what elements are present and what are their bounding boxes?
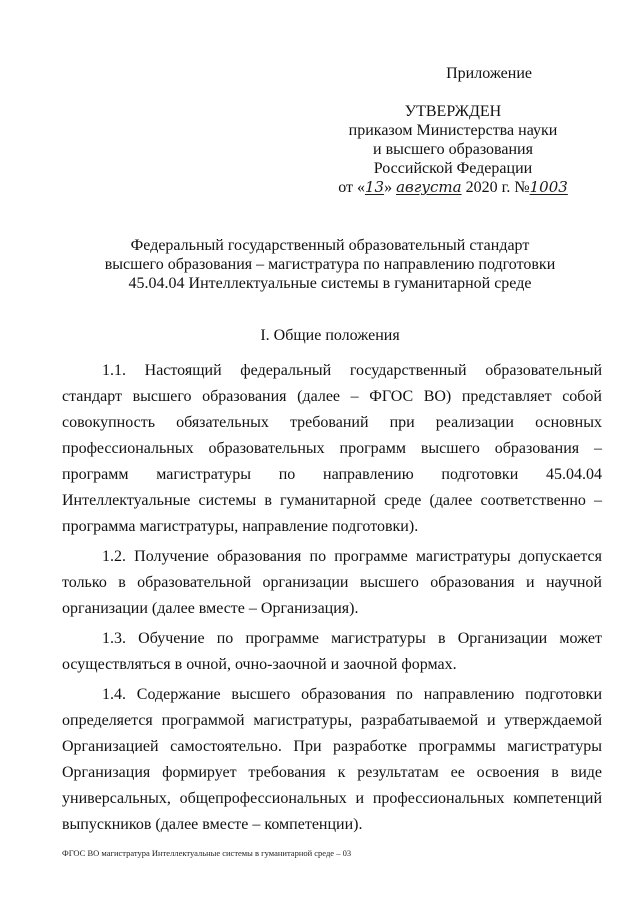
section-heading: I. Общие положения <box>260 327 400 344</box>
date-prefix: от « <box>338 179 365 196</box>
approval-line-1: приказом Министерства науки <box>348 122 558 139</box>
title-line-2: высшего образования – магистратура по направлению подготовки <box>104 256 556 273</box>
approval-line-3: Российской Федерации <box>373 160 533 177</box>
document-title <box>60 236 600 293</box>
handwritten-order-number: 1003 <box>529 178 568 196</box>
page-footer: ФГОС ВО магистратура Интеллектуальные системы в гуманитарной среде – 03 <box>62 848 352 858</box>
title-line-1: Федеральный государственный образовательный стандарт <box>130 237 530 254</box>
handwritten-month: августа <box>396 178 462 196</box>
appendix-label: Приложение <box>446 65 532 82</box>
paragraph-1-1: 1.1. Настоящий федеральный государственный образовательный стандарт высшего образования (далее – ФГОС ВО) представляет собой совокупность обязательных требований при реализации основных профессиональных образовательных программ высшего образования – программ магистратуры по направлению подготовки 45.04.04 Интеллектуальные системы в гуманитарной среде (далее соответственно – программа магистратуры, направление подготовки). <box>62 362 602 535</box>
paragraph-1-3: 1.3. Обучение по программе магистратуры в Организации может осуществляться в очной, очно-заочной и заочной формах. <box>62 630 602 673</box>
approved-heading: УТВЕРЖДЕН <box>404 103 502 120</box>
approval-line-2: и высшего образования <box>373 141 533 158</box>
paragraph-1-2: 1.2. Получение образования по программе магистратуры допускается только в образовательной организации высшего образования и научной организации (далее вместе – Организация). <box>62 548 602 617</box>
approval-block <box>330 64 576 197</box>
handwritten-day: 13 <box>364 178 385 196</box>
title-line-3: 45.04.04 Интеллектуальные системы в гуманитарной среде <box>128 275 532 292</box>
body-text <box>62 358 602 842</box>
paragraph-1-4: 1.4. Содержание высшего образования по направлению подготовки определяется программой магистратуры, разрабатываемой и утверждаемой Организацией самостоятельно. При разработке программы магистратуры Организация формирует требования к результатам ее освоения в виде универсальных, общепрофессиональных и профессиональных компетенций выпускников (далее вместе – компетенции). <box>62 686 602 833</box>
year-text: 2020 г. № <box>465 179 530 196</box>
date-mid: » <box>384 179 393 196</box>
approval-date-line <box>330 178 576 197</box>
